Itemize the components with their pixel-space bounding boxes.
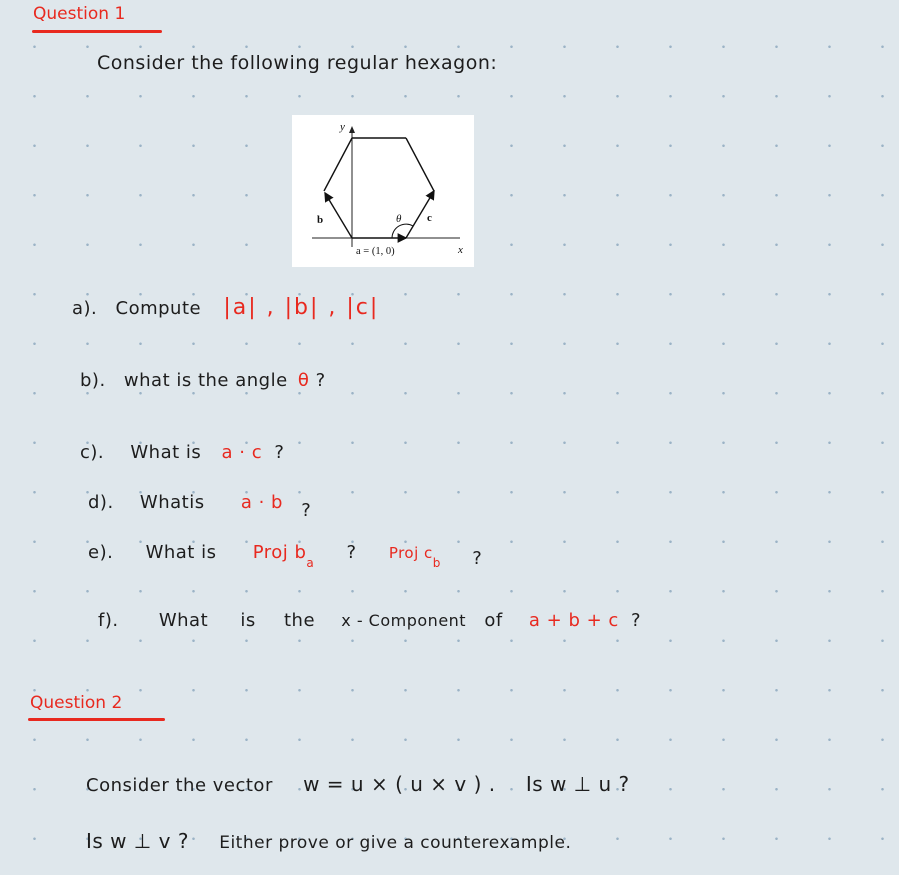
q2-w-definition: w = u × ( u × v ) . bbox=[303, 772, 496, 796]
part-c-expression: a · c bbox=[221, 442, 263, 463]
part-d-question-mark: ? bbox=[301, 500, 312, 521]
part-e-proj2-subscript: b bbox=[432, 556, 441, 570]
hexagon-figure bbox=[292, 115, 474, 267]
part-e-proj-b-on-a bbox=[252, 542, 321, 570]
part-a bbox=[72, 295, 379, 320]
part-e-proj1: Proj b bbox=[252, 542, 307, 563]
part-a-label: a). bbox=[72, 298, 98, 319]
part-b-label: b). bbox=[80, 370, 106, 391]
hexagon-edge-upper-right bbox=[406, 138, 434, 191]
part-f-question-mark: ? bbox=[631, 610, 642, 631]
part-b bbox=[80, 370, 326, 391]
part-a-text: Compute bbox=[115, 298, 202, 319]
part-e bbox=[88, 542, 483, 570]
part-e-text: What is bbox=[145, 542, 217, 563]
part-f-expression: a + b + c bbox=[528, 610, 619, 631]
question-1-intro: Consider the following regular hexagon: bbox=[97, 52, 498, 74]
y-axis-arrowhead bbox=[349, 126, 355, 133]
part-e-proj2: Proj c bbox=[388, 544, 433, 562]
c-label: c bbox=[427, 212, 432, 224]
part-a-expression: |a| , |b| , |c| bbox=[223, 295, 380, 320]
part-f-text-what: What bbox=[158, 610, 209, 631]
part-d-expression: a · b bbox=[240, 492, 283, 513]
part-c-label: c). bbox=[80, 442, 105, 463]
part-f-text-is: is bbox=[240, 610, 256, 631]
part-f bbox=[98, 610, 641, 631]
b-label: b bbox=[317, 214, 324, 226]
part-f-text-the: the bbox=[283, 610, 316, 631]
question-1-title: Question 1 bbox=[33, 4, 126, 24]
hexagon-edge-upper-left bbox=[324, 138, 352, 191]
part-c-question-mark: ? bbox=[274, 442, 285, 463]
theta-label: θ bbox=[396, 213, 402, 225]
part-b-question-mark: ? bbox=[315, 370, 326, 391]
part-e-question-mark-2: ? bbox=[472, 548, 483, 569]
part-e-proj-c-on-b bbox=[388, 544, 446, 570]
part-f-label: f). bbox=[98, 610, 119, 631]
part-d-text: Whatis bbox=[139, 492, 205, 513]
q2-question-w-perp-v: Is w ⊥ v ? bbox=[86, 829, 189, 853]
hexagon-diagram bbox=[292, 115, 474, 267]
q2-question-w-perp-u: Is w ⊥ u ? bbox=[525, 772, 630, 796]
part-d-label: d). bbox=[88, 492, 114, 513]
vector-b bbox=[325, 193, 352, 238]
part-f-text-component: x - Component bbox=[341, 611, 467, 630]
part-e-proj1-subscript: a bbox=[306, 556, 315, 570]
part-f-text-of: of bbox=[484, 610, 503, 631]
x-label: x bbox=[458, 244, 463, 256]
part-e-question-mark-1: ? bbox=[346, 542, 357, 563]
part-c-text: What is bbox=[130, 442, 202, 463]
part-b-text: what is the angle bbox=[123, 370, 288, 391]
y-label: y bbox=[340, 121, 345, 133]
q2-line-1 bbox=[86, 772, 630, 796]
question-2-underline bbox=[28, 718, 165, 721]
part-c bbox=[80, 442, 284, 463]
part-b-theta: θ bbox=[297, 370, 310, 391]
question-2-title: Question 2 bbox=[30, 693, 123, 713]
part-e-label: e). bbox=[88, 542, 114, 563]
q2-prove-text: Either prove or give a counterexample. bbox=[219, 833, 572, 853]
q2-line-2 bbox=[86, 829, 571, 853]
question-1-underline bbox=[32, 30, 162, 33]
a-label: a = (1, 0) bbox=[356, 246, 395, 257]
part-d bbox=[88, 492, 312, 521]
q2-consider-text: Consider the vector bbox=[86, 775, 273, 796]
